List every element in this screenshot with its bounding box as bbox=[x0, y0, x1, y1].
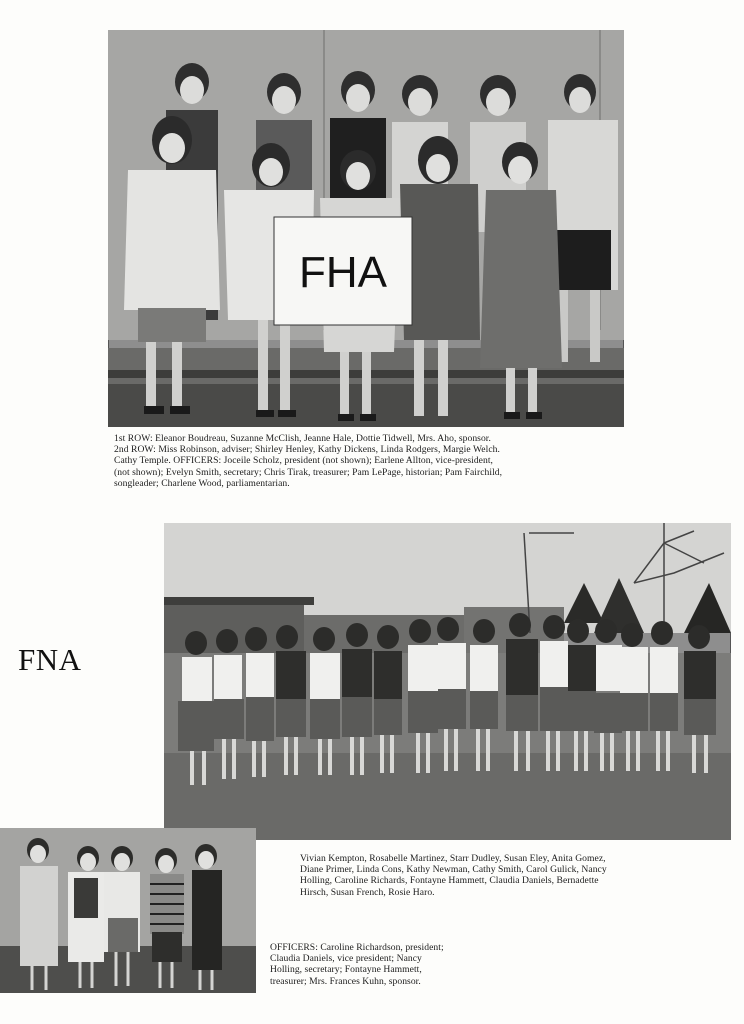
fha-caption-line: Cathy Temple. OFFICERS: Joceile Scholz, president (not shown); Earlene Allton, vice-president, bbox=[114, 455, 494, 467]
fha-caption-line: (not shown); Evelyn Smith, secretary; Chris Tirak, treasurer; Pam LePage, historian; Pam Fairchild, bbox=[114, 466, 503, 478]
fna-members-caption-line: Diane Primer, Linda Cons, Kathy Newman, Cathy Smith, Carol Gulick, Nancy bbox=[300, 864, 607, 876]
fna-members-caption-line: Hirsch, Susan French, Rosie Haro. bbox=[300, 886, 435, 898]
fna-officers-photo bbox=[0, 828, 256, 993]
fha-caption bbox=[114, 433, 634, 489]
fna-members-caption-line: Holling, Caroline Richards, Fontayne Hammett, Claudia Daniels, Bernadette bbox=[300, 875, 599, 887]
fha-group-photo bbox=[108, 30, 624, 427]
fha-photo-art bbox=[108, 30, 624, 427]
fna-members-photo bbox=[164, 523, 731, 840]
fna-members-photo-art bbox=[164, 523, 731, 840]
fha-caption-line: 2nd ROW: Miss Robinson, adviser; Shirley Henley, Kathy Dickens, Linda Rodgers, Margie Welch. bbox=[114, 444, 500, 456]
fna-members-caption bbox=[300, 853, 720, 898]
fha-caption-line: songleader; Charlene Wood, parliamentarian. bbox=[114, 477, 290, 489]
fna-officers-caption-line: Holling, secretary; Fontayne Hammett, bbox=[270, 964, 422, 976]
fna-officers-caption-line: OFFICERS: Caroline Richardson, president; bbox=[270, 942, 444, 953]
fha-sign-text: FHA bbox=[299, 248, 387, 297]
fna-officers-caption-line: treasurer; Mrs. Frances Kuhn, sponsor. bbox=[270, 975, 421, 987]
fna-members-caption-line: Vivian Kempton, Rosabelle Martinez, Starr Dudley, Susan Eley, Anita Gomez, bbox=[300, 853, 606, 864]
fna-officers-caption-line: Claudia Daniels, vice president; Nancy bbox=[270, 953, 422, 965]
fna-officers-caption bbox=[270, 942, 510, 987]
fha-caption-line: 1st ROW: Eleanor Boudreau, Suzanne McClish, Jeanne Hale, Dottie Tidwell, Mrs. Aho, sponsor. bbox=[114, 433, 491, 444]
fna-section-title: FNA bbox=[18, 642, 82, 677]
fna-officers-photo-art bbox=[0, 828, 256, 993]
